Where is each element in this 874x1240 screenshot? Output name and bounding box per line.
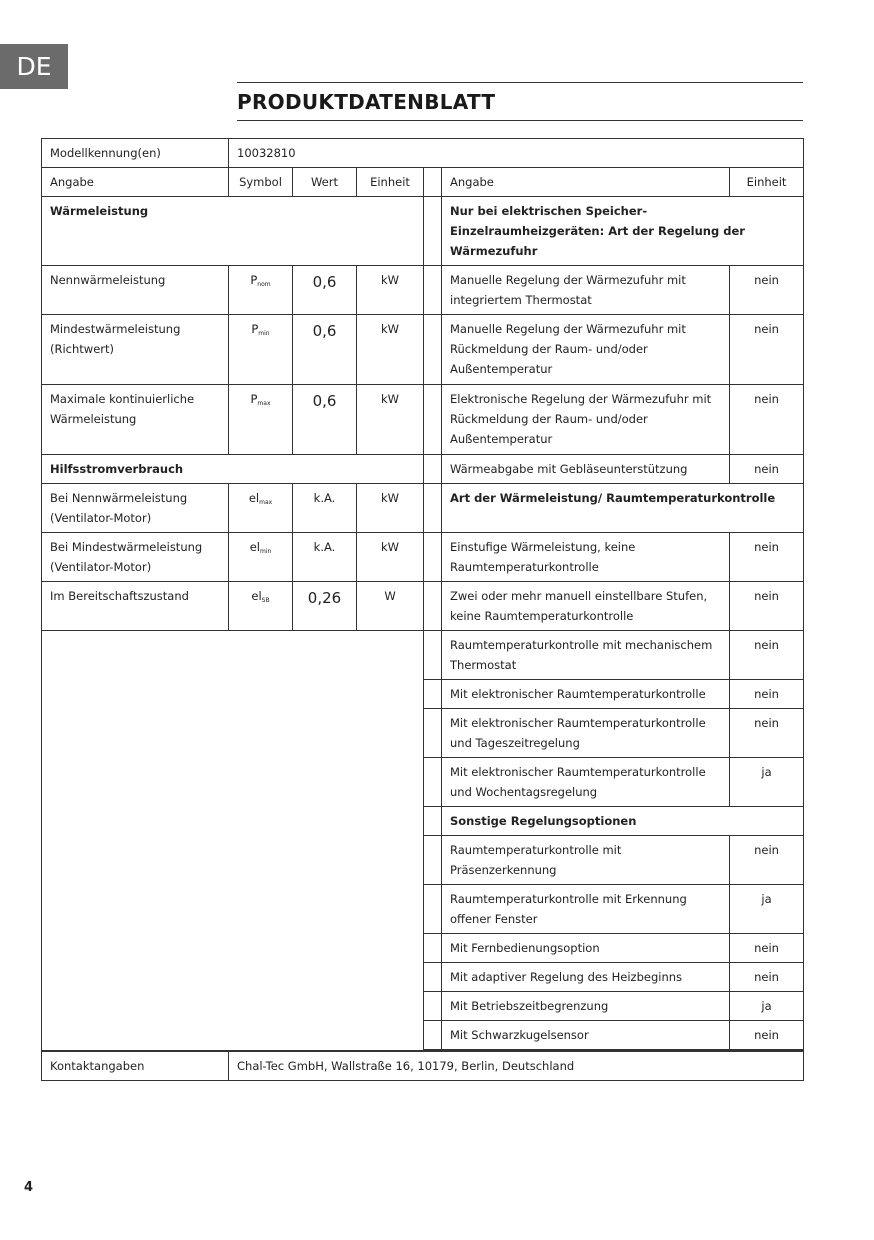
option-label: Raumtemperaturkontrolle mit mechanischem Thermostat — [442, 631, 730, 680]
spacer-cell — [424, 266, 442, 315]
section-speicher: Nur bei elektrischen Speicher-Einzelraumheizgeräten: Art der Regelung der Wärmezufuhr — [442, 197, 804, 266]
option-label: Mit elektronischer Raumtemperaturkontrolle — [442, 680, 730, 709]
option-value: nein — [730, 1021, 804, 1050]
row-label: Nennwärmeleistung — [42, 266, 229, 315]
option-label: Elektronische Regelung der Wärmezufuhr mit Rückmeldung der Raum- und/oder Außentemperatur — [442, 385, 730, 455]
header-angabe: Angabe — [42, 168, 229, 197]
row-value: k.A. — [293, 484, 357, 533]
title-rule-bottom — [237, 120, 803, 121]
section-art-waerme: Art der Wärmeleistung/ Raumtemperaturkontrolle — [442, 484, 804, 533]
row-value: 0,6 — [293, 266, 357, 315]
header-einheit: Einheit — [357, 168, 424, 197]
spacer-cell — [424, 315, 442, 385]
option-label: Manuelle Regelung der Wärmezufuhr mit integriertem Thermostat — [442, 266, 730, 315]
row-label: Mindestwärmeleistung (Richtwert) — [42, 315, 229, 385]
option-value: nein — [730, 455, 804, 484]
spacer-cell — [424, 631, 442, 680]
spacer-cell — [424, 836, 442, 885]
option-value: nein — [730, 385, 804, 455]
language-tab: DE — [0, 44, 68, 89]
option-value: nein — [730, 266, 804, 315]
row-symbol: $el_{SB}$ — [229, 582, 293, 631]
model-value: 10032810 — [229, 139, 804, 168]
spacer-cell — [424, 582, 442, 631]
option-label: Manuelle Regelung der Wärmezufuhr mit Rückmeldung der Raum- und/oder Außentemperatur — [442, 315, 730, 385]
spacer-cell — [424, 533, 442, 582]
option-label: Mit Betriebszeitbegrenzung — [442, 992, 730, 1021]
spacer-cell — [424, 197, 442, 266]
spacer-cell — [424, 385, 442, 455]
row-label: Bei Nennwärmeleistung (Ventilator-Motor) — [42, 484, 229, 533]
header-angabe-right: Angabe — [442, 168, 730, 197]
spacer-cell — [424, 934, 442, 963]
spacer-cell — [424, 1021, 442, 1050]
page-title: PRODUKTDATENBLATT — [237, 90, 496, 114]
option-value: nein — [730, 709, 804, 758]
option-label: Einstufige Wärmeleistung, keine Raumtemperaturkontrolle — [442, 533, 730, 582]
option-value: nein — [730, 680, 804, 709]
option-label: Mit Schwarzkugelsensor — [442, 1021, 730, 1050]
spacer-cell — [424, 963, 442, 992]
option-label: Mit adaptiver Regelung des Heizbeginns — [442, 963, 730, 992]
spacer-cell — [424, 807, 442, 836]
row-unit: kW — [357, 533, 424, 582]
option-value: ja — [730, 758, 804, 807]
option-value: nein — [730, 963, 804, 992]
empty-block — [42, 631, 424, 1051]
contact-value: Chal-Tec GmbH, Wallstraße 16, 10179, Berlin, Deutschland — [229, 1052, 804, 1081]
row-unit: kW — [357, 385, 424, 455]
option-value: ja — [730, 992, 804, 1021]
row-unit: kW — [357, 266, 424, 315]
option-label: Raumtemperaturkontrolle mit Präsenzerkennung — [442, 836, 730, 885]
row-value: 0,26 — [293, 582, 357, 631]
section-sonstige: Sonstige Regelungsoptionen — [442, 807, 804, 836]
row-unit: kW — [357, 484, 424, 533]
option-label: Mit elektronischer Raumtemperaturkontrolle und Wochentagsregelung — [442, 758, 730, 807]
header-einheit-right: Einheit — [730, 168, 804, 197]
row-unit: W — [357, 582, 424, 631]
spacer-cell — [424, 1050, 442, 1051]
option-label: Wärmeabgabe mit Gebläseunterstützung — [442, 455, 730, 484]
row-symbol: $P_{min}$ — [229, 315, 293, 385]
row-symbol: $el_{max}$ — [229, 484, 293, 533]
option-label: Mit Fernbedienungsoption — [442, 934, 730, 963]
row-value: k.A. — [293, 533, 357, 582]
row-value: 0,6 — [293, 315, 357, 385]
spacer-cell — [424, 680, 442, 709]
option-value: nein — [730, 631, 804, 680]
section-waermeleistung: Wärmeleistung — [42, 197, 424, 266]
option-label: Raumtemperaturkontrolle mit Erkennung offener Fenster — [442, 885, 730, 934]
option-value: nein — [730, 836, 804, 885]
row-label: Im Bereitschaftszustand — [42, 582, 229, 631]
row-value: 0,6 — [293, 385, 357, 455]
option-label: Mit elektronischer Raumtemperaturkontrolle und Tageszeitregelung — [442, 709, 730, 758]
model-label: Modellkennung(en) — [42, 139, 229, 168]
spacer-cell — [442, 1050, 804, 1051]
spacer-cell — [424, 758, 442, 807]
option-value: nein — [730, 315, 804, 385]
row-unit: kW — [357, 315, 424, 385]
header-wert: Wert — [293, 168, 357, 197]
option-value: nein — [730, 582, 804, 631]
row-symbol: $el_{min}$ — [229, 533, 293, 582]
spacer-cell — [424, 709, 442, 758]
product-data-table — [41, 138, 804, 1081]
option-value: ja — [730, 885, 804, 934]
header-symbol: Symbol — [229, 168, 293, 197]
option-value: nein — [730, 533, 804, 582]
spacer-cell — [424, 885, 442, 934]
row-symbol: $P_{max}$ — [229, 385, 293, 455]
title-rule-top — [237, 82, 803, 83]
contact-label: Kontaktangaben — [42, 1052, 229, 1081]
option-value: nein — [730, 934, 804, 963]
page-number: 4 — [24, 1180, 34, 1195]
row-label: Bei Mindestwärmeleistung (Ventilator-Motor) — [42, 533, 229, 582]
spacer-cell — [424, 455, 442, 484]
spacer-cell — [424, 168, 442, 197]
spacer-cell — [424, 484, 442, 533]
option-label: Zwei oder mehr manuell einstellbare Stufen, keine Raumtemperaturkontrolle — [442, 582, 730, 631]
row-label: Maximale kontinuierliche Wärmeleistung — [42, 385, 229, 455]
spacer-cell — [424, 992, 442, 1021]
row-symbol: $P_{nom}$ — [229, 266, 293, 315]
section-hilfsstrom: Hilfsstromverbrauch — [42, 455, 424, 484]
